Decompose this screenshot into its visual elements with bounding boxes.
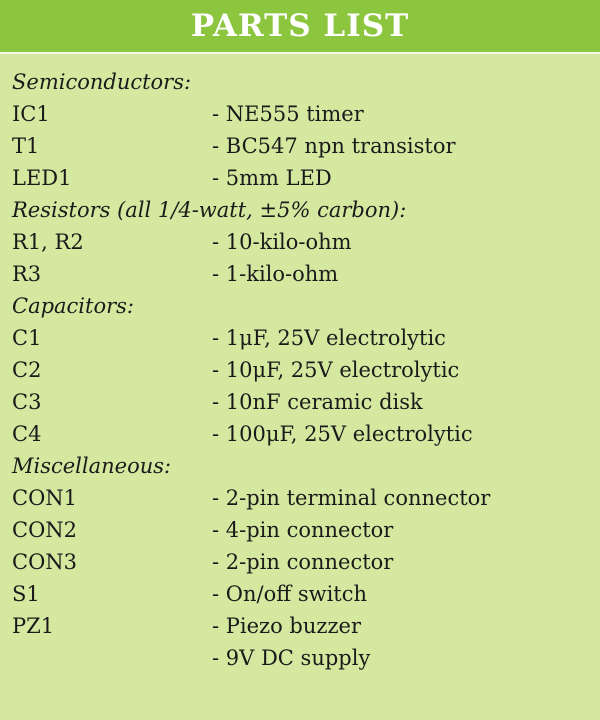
list-item [12, 162, 600, 194]
part-ref: CON3 [12, 550, 78, 574]
part-desc: - 1-kilo-ohm [212, 262, 339, 286]
part-desc: - 10μF, 25V electrolytic [212, 358, 460, 382]
part-ref: C2 [12, 358, 42, 382]
part-ref: C3 [12, 390, 42, 414]
list-item [12, 322, 600, 354]
list-item [12, 482, 600, 514]
list-item [12, 386, 600, 418]
part-ref: R3 [12, 262, 42, 286]
list-item [12, 354, 600, 386]
part-desc: - 5mm LED [212, 166, 332, 190]
part-ref: PZ1 [12, 614, 55, 638]
list-item [12, 98, 600, 130]
list-item [12, 642, 600, 674]
list-item [12, 418, 600, 450]
part-desc: - 2-pin terminal connector [212, 486, 491, 510]
part-desc: - 10nF ceramic disk [212, 390, 423, 414]
part-ref [12, 642, 212, 674]
section-heading-resistors: Resistors (all 1/4-watt, ±5% carbon): [12, 198, 407, 222]
part-ref: R1, R2 [12, 230, 84, 254]
part-desc: - 1μF, 25V electrolytic [212, 326, 446, 350]
part-desc: - NE555 timer [212, 102, 364, 126]
part-desc: - BC547 npn transistor [212, 134, 456, 158]
part-ref: CON1 [12, 486, 78, 510]
page-title: PARTS LIST [190, 8, 410, 44]
part-desc: - 9V DC supply [212, 646, 371, 670]
list-item [12, 578, 600, 610]
section-heading-capacitors: Capacitors: [12, 294, 135, 318]
list-item [12, 226, 600, 258]
part-desc: - 2-pin connector [212, 550, 394, 574]
list-item [12, 546, 600, 578]
part-desc: - 10-kilo-ohm [212, 230, 352, 254]
list-item [12, 610, 600, 642]
part-ref: S1 [12, 582, 40, 606]
part-desc: - 100μF, 25V electrolytic [212, 422, 473, 446]
list-item [12, 514, 600, 546]
parts-list-header [0, 0, 600, 54]
part-ref: T1 [12, 134, 40, 158]
part-ref: LED1 [12, 166, 72, 190]
part-ref: C4 [12, 422, 42, 446]
part-desc: - Piezo buzzer [212, 614, 361, 638]
part-ref: IC1 [12, 102, 50, 126]
part-desc: - On/off switch [212, 582, 368, 606]
list-item [12, 258, 600, 290]
part-desc: - 4-pin connector [212, 518, 394, 542]
part-ref: C1 [12, 326, 42, 350]
list-item [12, 130, 600, 162]
section-heading-semiconductors: Semiconductors: [12, 70, 192, 94]
parts-list-body [0, 54, 600, 674]
part-ref: CON2 [12, 518, 78, 542]
section-heading-miscellaneous: Miscellaneous: [12, 454, 172, 478]
